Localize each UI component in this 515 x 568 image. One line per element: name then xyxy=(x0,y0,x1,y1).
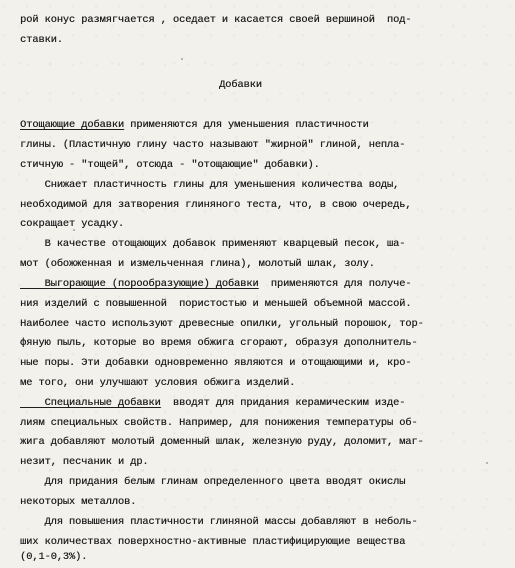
text-line-17: ме того, они улучшают условия обжига изделий. xyxy=(20,377,296,389)
text-line-16: ные поры. Эти добавки одновременно являются и отощающими и, кро- xyxy=(20,357,412,369)
term-otoshchayushchie-dobavki: Отощающие добавки xyxy=(20,119,124,131)
scan-speck xyxy=(73,229,75,231)
section-heading: Добавки xyxy=(219,79,262,91)
text-line-10: В качестве отощающих добавок применяют кварцевый песок, ша- xyxy=(20,238,406,250)
scan-speck xyxy=(208,20,210,22)
text-line-12-rest: применяются для получе- xyxy=(258,278,412,290)
text-line-21: незит, песчаник и др. xyxy=(20,456,149,468)
text-line-7: Снижает пластичность глины для уменьшения количества воды, xyxy=(20,179,400,191)
text-line-19: лиям специальных свойств. Например, для понижения температуры об- xyxy=(20,417,418,429)
scan-speck xyxy=(181,58,183,60)
term-vygorayushchie-dobavki: Выгорающие (порообразующие) добавки xyxy=(20,278,259,290)
text-line-13: ния изделий с повышенной пористостью и меньшей объемной массой. xyxy=(20,298,412,310)
text-line-22: Для придания белым глинам определенного цвета вводят окислы xyxy=(20,476,406,488)
text-line-2: ставки. xyxy=(20,34,63,46)
text-line-12 xyxy=(20,275,411,295)
term-spetsialnye-dobavki: Специальные добавки xyxy=(20,397,161,409)
scan-speck xyxy=(486,462,488,464)
text-line-20: жига добавляют молотый доменный шлак, железную руду, доломит, маг- xyxy=(20,436,424,448)
text-line-23: некоторых металлов. xyxy=(20,496,137,508)
text-line-24: Для повышения пластичности глиняной массы добавляют в неболь- xyxy=(20,516,418,528)
text-line-11: мот (обожженная и измельченная глина), молотый шлак, золу. xyxy=(20,258,375,270)
text-line-25: ших количествах поверхностно-активные пластифицирующие вещества xyxy=(20,536,406,548)
text-line-18-rest: вводят для придания керамическим изде- xyxy=(160,397,406,409)
text-line-26: (0,1-0,3%). xyxy=(20,551,88,563)
scan-speck xyxy=(165,520,167,522)
text-line-6: стичную - "тощей", отсюда - "отощающие" добавки). xyxy=(20,159,320,171)
text-line-9: сокращает усадку. xyxy=(20,218,124,230)
text-line-14: Наиболее часто используют древесные опилки, угольный порошок, тор- xyxy=(20,318,424,330)
text-line-5: глины. (Пластичную глину часто называют "жирной" глиной, непла- xyxy=(20,139,406,151)
text-line-1: рой конус размягчается , оседает и касается своей вершиной под- xyxy=(20,14,412,26)
text-line-18 xyxy=(20,394,405,414)
text-line-4 xyxy=(20,116,369,136)
text-line-15: фяную пыль, которые во время обжига сгорают, образуя дополнитель- xyxy=(20,337,418,349)
text-line-4-rest: применяются для уменьшения пластичности xyxy=(123,119,369,131)
text-line-8: необходимой для затворения глиняного теста, что, в свою очередь, xyxy=(20,199,412,211)
